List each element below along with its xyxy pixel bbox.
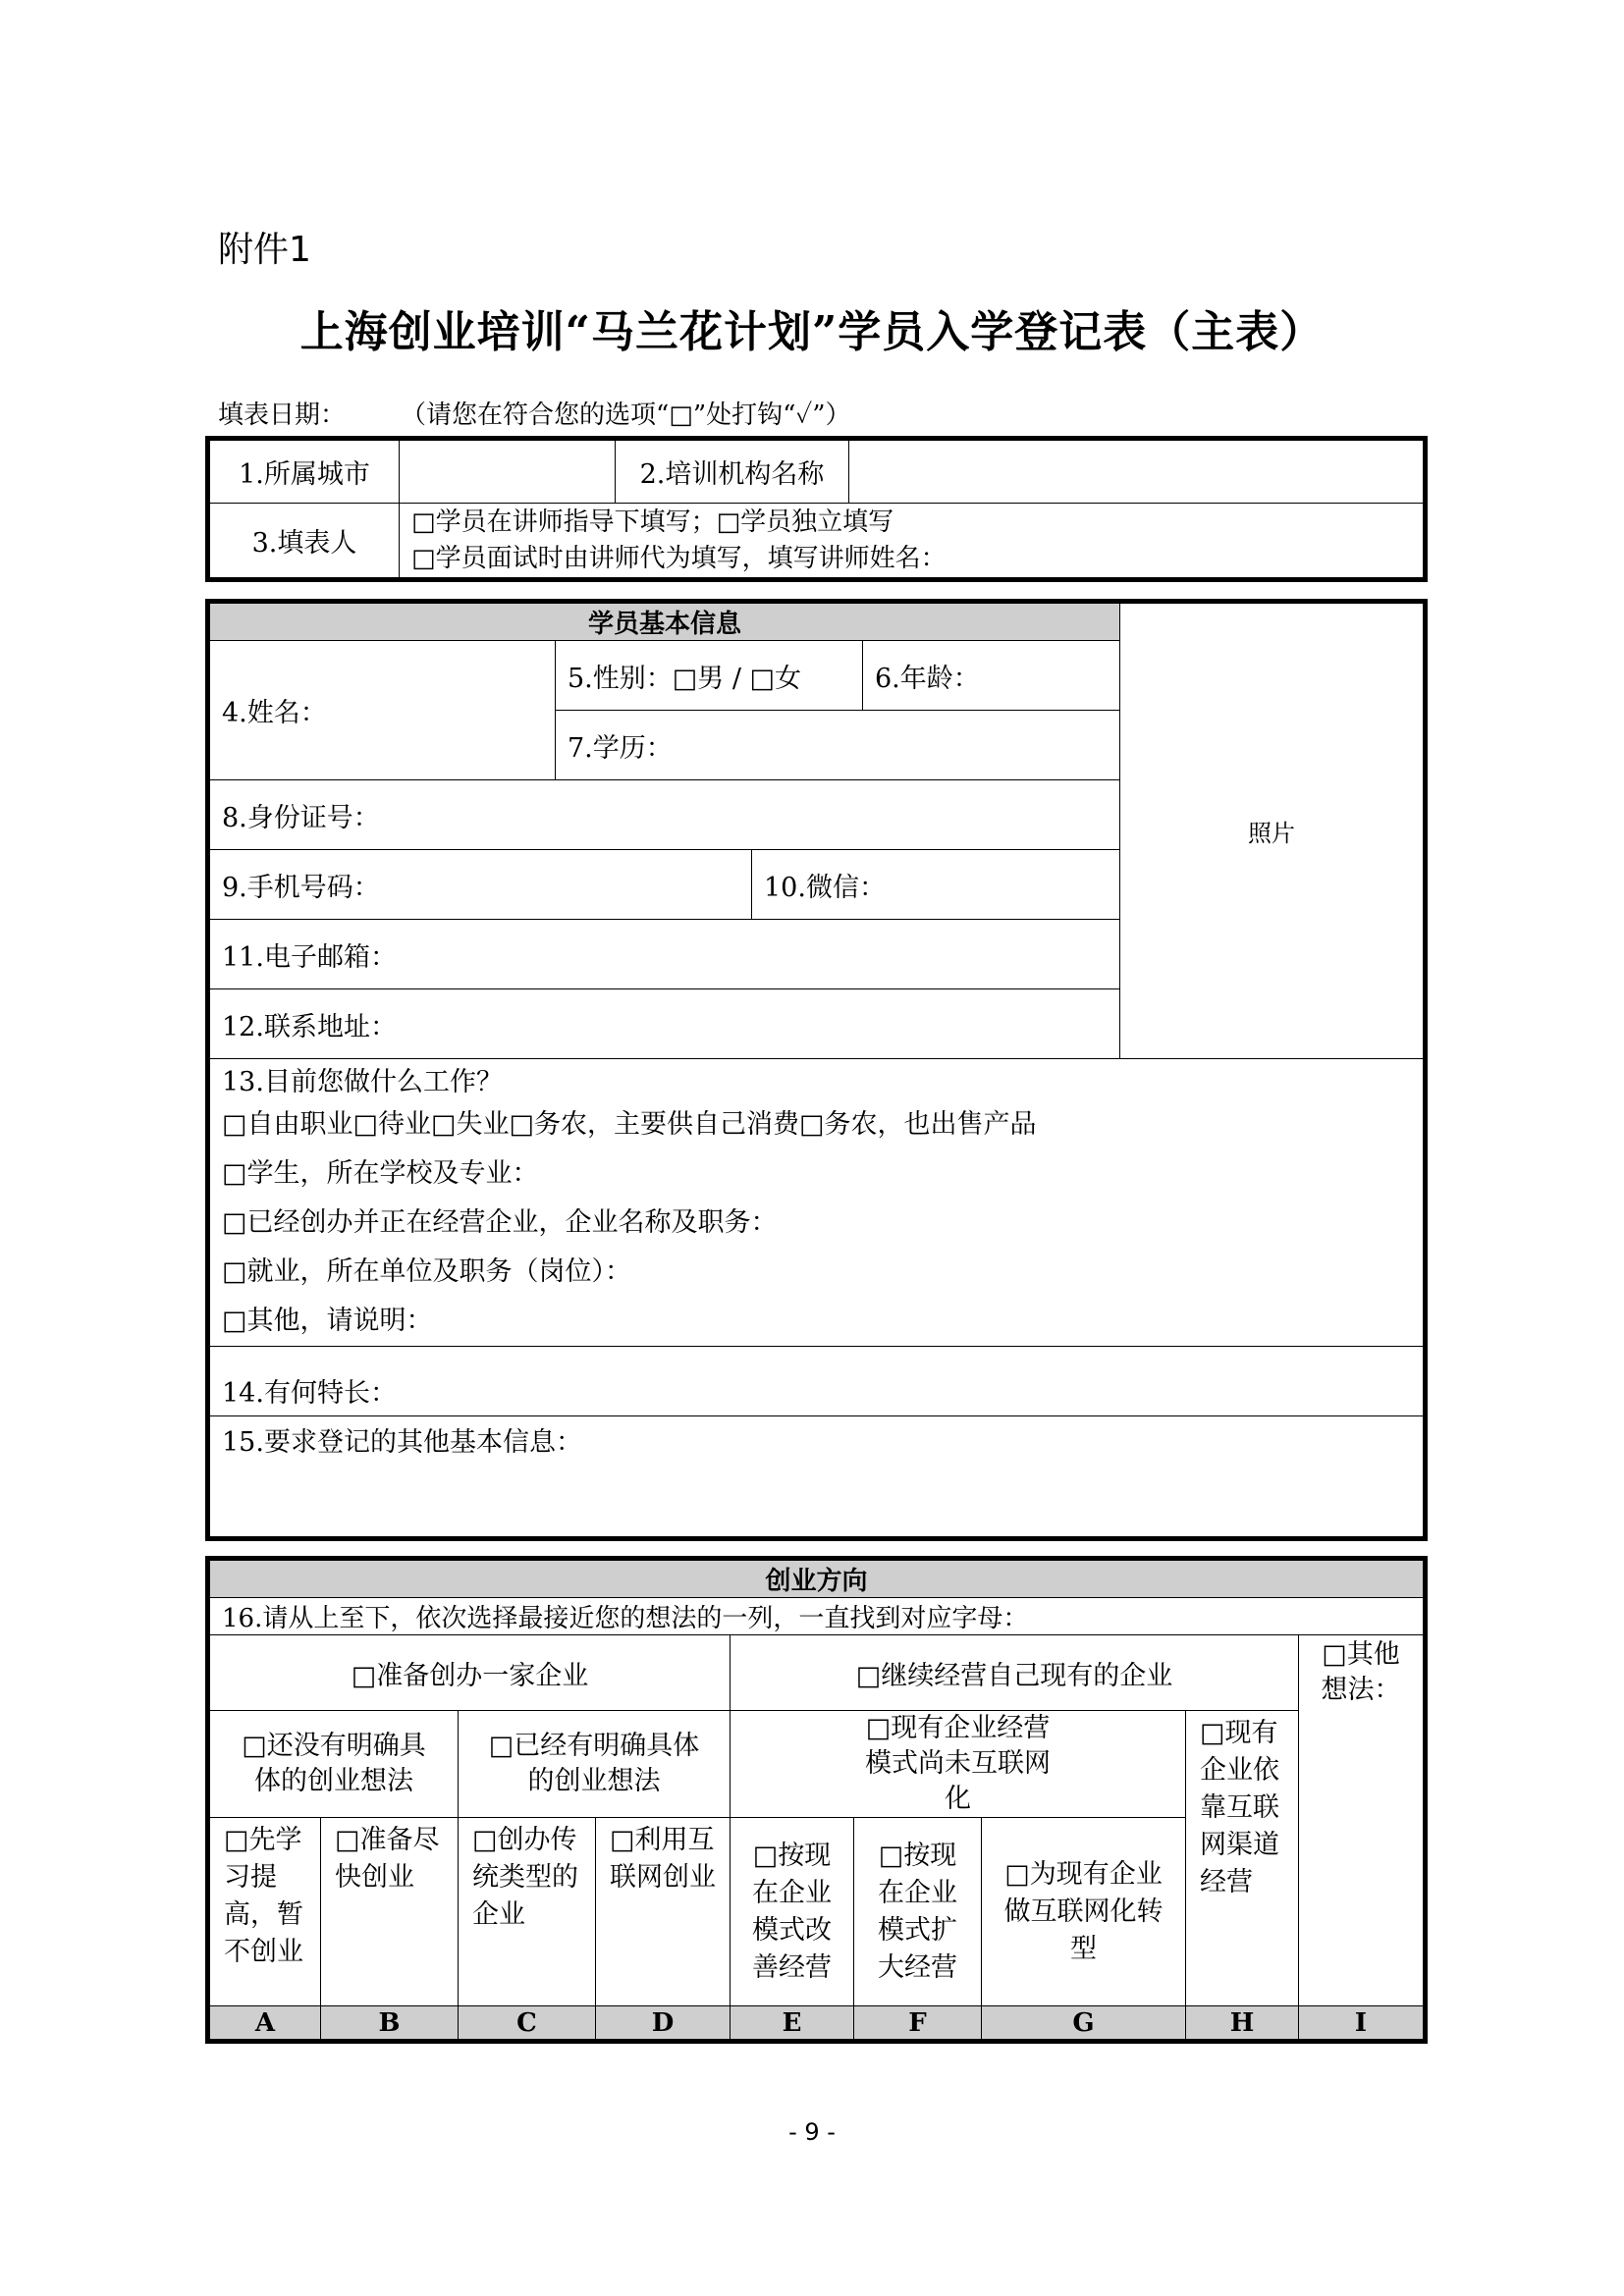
option-e[interactable]: □按现在企业模式改善经营 [731, 1818, 854, 2006]
letter-d: D [596, 2006, 731, 2042]
letter-a: A [208, 2006, 321, 2042]
has-idea-option[interactable]: □已经有明确具体的创业想法 [459, 1711, 731, 1818]
option-c[interactable]: □创办传统类型的企业 [459, 1818, 596, 2006]
name-field[interactable]: 4.姓名： [208, 641, 556, 780]
letter-h: H [1186, 2006, 1299, 2042]
id-number-field[interactable]: 8.身份证号： [208, 780, 1120, 850]
phone-field[interactable]: 9.手机号码： [208, 850, 752, 920]
letter-f: F [854, 2006, 982, 2042]
work-option-1[interactable]: □自由职业□待业□失业□务农，主要供自己消费□务农，也出售产品 [222, 1109, 1037, 1140]
work-question-block [208, 1059, 1426, 1347]
wechat-field[interactable]: 10.微信： [752, 850, 1120, 920]
letter-b: B [321, 2006, 459, 2042]
fill-instruction: （请您在符合您的选项“□”处打钩“✓”） [401, 400, 851, 430]
filler-option-1[interactable]: □学员在讲师指导下填写；□学员独立填写 [411, 507, 894, 537]
option-f[interactable]: □按现在企业模式扩大经营 [854, 1818, 982, 2006]
institution-table [205, 436, 1428, 582]
other-idea-option[interactable]: □其他想法： [1299, 1635, 1426, 2006]
city-field[interactable] [400, 439, 616, 504]
letter-e: E [731, 2006, 854, 2042]
gender-field[interactable]: 5.性别：□男 / □女 [556, 641, 863, 711]
work-option-4[interactable]: □就业，所在单位及职务（岗位）： [222, 1256, 632, 1287]
letter-c: C [459, 2006, 596, 2042]
continue-company-option[interactable]: □继续经营自己现有的企业 [731, 1635, 1299, 1711]
option-a[interactable]: □先学习提高，暂不创业 [208, 1818, 321, 2006]
org-field[interactable] [849, 439, 1426, 504]
option-g[interactable]: □为现有企业做互联网化转型 [982, 1818, 1186, 2006]
direction-instruction: 16.请从上至下，依次选择最接近您的想法的一列，一直找到对应字母： [208, 1598, 1426, 1635]
work-option-5[interactable]: □其他，请说明： [222, 1306, 433, 1336]
option-b[interactable]: □准备尽快创业 [321, 1818, 459, 2006]
basic-info-table [205, 599, 1428, 1541]
work-option-3[interactable]: □已经创办并正在经营企业，企业名称及职务： [222, 1207, 778, 1238]
org-label: 2.培训机构名称 [616, 439, 849, 504]
form-title: 上海创业培训“马兰花计划”学员入学登记表（主表） [299, 307, 1325, 357]
filler-option-2[interactable]: □学员面试时由讲师代为填写，填写讲师姓名： [411, 543, 947, 573]
address-field[interactable]: 12.联系地址： [208, 989, 1120, 1059]
age-field[interactable]: 6.年龄： [863, 641, 1120, 711]
letter-g: G [982, 2006, 1186, 2042]
other-info-field[interactable]: 15.要求登记的其他基本信息： [208, 1416, 1426, 1539]
option-d[interactable]: □利用互联网创业 [596, 1818, 731, 2006]
work-question: 13.目前您做什么工作？ [222, 1067, 503, 1097]
direction-table [205, 1556, 1428, 2044]
basic-info-header: 学员基本信息 [208, 602, 1120, 641]
email-field[interactable]: 11.电子邮箱： [208, 920, 1120, 989]
attachment-label: 附件1 [218, 230, 311, 270]
fill-date-label: 填表日期： [218, 400, 347, 430]
direction-header: 创业方向 [208, 1559, 1426, 1598]
fill-date-row [218, 395, 851, 431]
not-online-option[interactable]: □现有企业经营模式尚未互联网化 [731, 1711, 1186, 1818]
prepare-company-option[interactable]: □准备创办一家企业 [208, 1635, 731, 1711]
photo-box: 照片 [1120, 602, 1426, 1059]
page-number: - 9 - [788, 2118, 836, 2146]
city-label: 1.所属城市 [208, 439, 400, 504]
specialty-field[interactable]: 14.有何特长： [208, 1347, 1426, 1416]
filler-label: 3.填表人 [208, 504, 400, 580]
filler-options [400, 504, 1426, 580]
online-option[interactable]: □现有企业依靠互联网渠道经营 [1186, 1711, 1299, 2006]
no-idea-option[interactable]: □还没有明确具体的创业想法 [208, 1711, 459, 1818]
work-option-2[interactable]: □学生，所在学校及专业： [222, 1158, 539, 1189]
education-field[interactable]: 7.学历： [556, 711, 1120, 780]
letter-i: I [1299, 2006, 1426, 2042]
